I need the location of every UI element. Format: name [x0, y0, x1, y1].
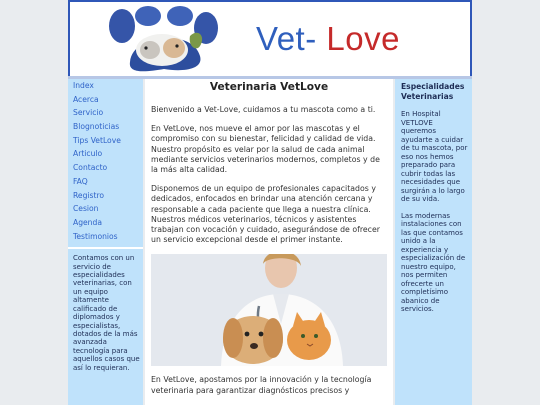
brand-word-love: Love — [316, 20, 400, 57]
team-paragraph: Disponemos de un equipo de profesionales capacitados y dedicados, enfocados en brindar una atención cercana y responsable a cada paciente que llega a nuestra clínica. Nuestros médicos veterinarios, técnicos y asistentes trabajan con vocación y cuidado, asegurándose de ofrecer un servicio excepcional desde el primer instante. — [151, 184, 380, 245]
welcome-paragraph: Bienvenido a Vet-Love, cuidamos a tu mascota como a ti. — [151, 105, 376, 114]
nav-link-articulo[interactable]: Articulo — [73, 149, 103, 159]
page-title: Veterinaria VetLove — [209, 81, 329, 93]
specialties-title: Especialidades Veterinarias — [401, 82, 465, 101]
right-sidebar — [395, 79, 472, 405]
page-frame — [68, 0, 472, 405]
nav-link-cesion[interactable]: Cesion — [73, 204, 99, 214]
specialties-paragraph-2: Las modernas instalaciones con las que contamos unido a la experiencia y especialización de nuestro equipo, nos permiten ofrecerte un completísimo abanico de servicios. — [401, 211, 466, 313]
nav-link-blognoticias[interactable]: Blognoticias — [73, 122, 120, 132]
nav-link-testimonios[interactable]: Testimonios — [73, 231, 118, 241]
nav-link-index[interactable]: Index — [73, 81, 94, 90]
innovation-paragraph: En VetLove, apostamos por la innovación y la tecnología veterinaria para garantizar diagnósticos precisos y — [151, 375, 372, 395]
nav-link-faq[interactable]: FAQ — [73, 176, 88, 186]
nav-link-registro[interactable]: Registro — [73, 190, 105, 200]
mission-paragraph: En VetLove, nos mueve el amor por las mascotas y el compromiso con su bienestar, felicidad y calidad de vida. Nuestro propósito es velar por la salud de cada animal mediante servicios veterinarios modernos, completos y de la más alta calidad. — [151, 124, 380, 175]
nav-link-tips[interactable]: Tips VetLove — [73, 135, 121, 145]
nav-link-agenda[interactable]: Agenda — [73, 217, 102, 227]
vet-with-pets-photo — [151, 254, 387, 366]
nav-link-servicio[interactable]: Servicio — [73, 108, 104, 118]
sidebar-about-text: Contamos con un servicio de especialidades veterinarias, con un equipo altamente calificado de diplomados y especialistas, dotados de la más avanzada tecnología para aquellos casos que así lo requieran. — [73, 254, 140, 372]
brand-name — [256, 20, 400, 58]
nav-link-contacto[interactable]: Contacto — [73, 163, 108, 173]
brand-word-vet: Vet- — [256, 20, 317, 57]
vet-photo-illustration — [151, 254, 387, 366]
paw-logo-icon — [102, 6, 226, 72]
specialties-paragraph-1: En Hospital VETLOVE queremos ayudarte a cuidar de tu mascota, por eso nos hemos preparado para cubrir todas las necesidades que surgirán a lo largo de su vida. — [401, 110, 468, 203]
main-content — [145, 79, 393, 405]
nav-link-acerca[interactable]: Acerca — [73, 94, 99, 104]
left-sidebar — [68, 79, 143, 405]
site-header — [68, 0, 472, 78]
